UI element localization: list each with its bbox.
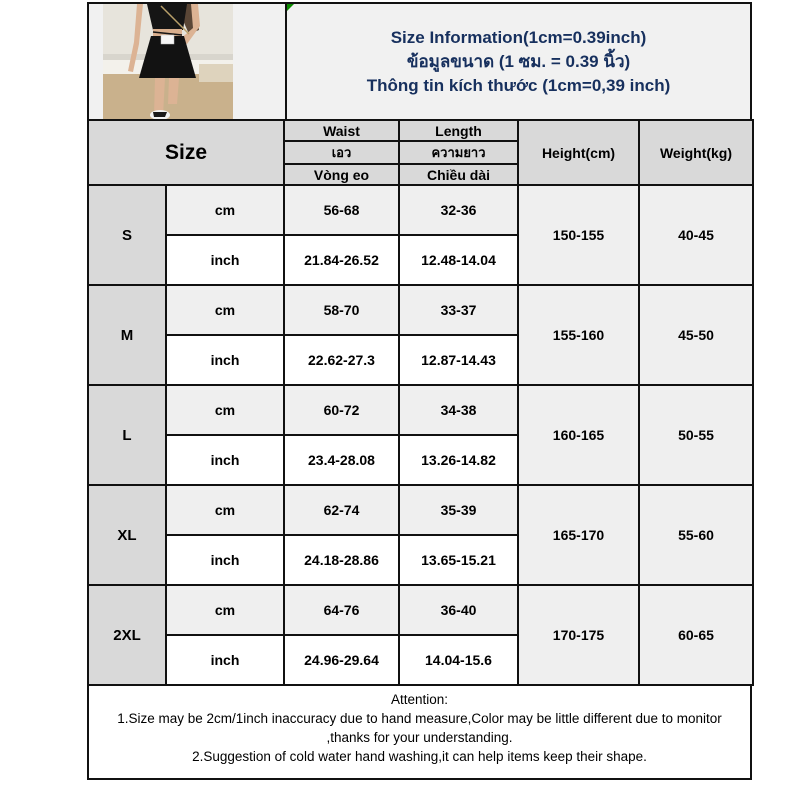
- unit-cell: cm: [166, 485, 284, 535]
- weight-value: 45-50: [639, 285, 753, 385]
- waist-inch-value: 24.96-29.64: [284, 635, 399, 685]
- weight-value: 55-60: [639, 485, 753, 585]
- green-corner-marker-icon: [287, 4, 294, 11]
- length-cm-value: 35-39: [399, 485, 518, 535]
- size-cell: L: [88, 385, 166, 485]
- size-column-header: Size: [88, 120, 284, 185]
- table-row: [88, 485, 753, 535]
- product-photo: [103, 4, 233, 119]
- weight-value: 40-45: [639, 185, 753, 285]
- length-header-vi: Chiều dài: [399, 164, 518, 185]
- attention-line-2: 2.Suggestion of cold water hand washing,it can help items keep their shape.: [192, 749, 647, 764]
- waist-cm-value: 56-68: [284, 185, 399, 235]
- size-chart-sheet: [87, 2, 752, 780]
- unit-cell: cm: [166, 385, 284, 435]
- waist-inch-value: 23.4-28.08: [284, 435, 399, 485]
- title-line-vi: Thông tin kích thước (1cm=0,39 inch): [366, 75, 671, 95]
- weight-value: 50-55: [639, 385, 753, 485]
- length-inch-value: 14.04-15.6: [399, 635, 518, 685]
- length-cm-value: 34-38: [399, 385, 518, 435]
- waist-header-en: Waist: [284, 120, 399, 141]
- length-inch-value: 12.87-14.43: [399, 335, 518, 385]
- unit-cell: cm: [166, 585, 284, 635]
- unit-cell: inch: [166, 635, 284, 685]
- waist-inch-value: 21.84-26.52: [284, 235, 399, 285]
- table-row: [88, 285, 753, 335]
- unit-cell: cm: [166, 185, 284, 235]
- size-cell: S: [88, 185, 166, 285]
- waist-cm-value: 62-74: [284, 485, 399, 535]
- waist-header-vi: Vòng eo: [284, 164, 399, 185]
- product-photo-image: [103, 4, 233, 119]
- length-cm-value: 32-36: [399, 185, 518, 235]
- waist-cm-value: 58-70: [284, 285, 399, 335]
- size-cell: M: [88, 285, 166, 385]
- attention-note: [87, 684, 752, 780]
- banner-title: [285, 4, 750, 119]
- weight-column-header: Weight(kg): [639, 120, 753, 185]
- table-row: [88, 385, 753, 435]
- height-value: 170-175: [518, 585, 639, 685]
- title-line-en: Size Information(1cm=0.39inch): [390, 27, 647, 47]
- size-cell: 2XL: [88, 585, 166, 685]
- title-line-th: ข้อมูลขนาด (1 ซม. = 0.39 นิ้ว): [406, 51, 631, 71]
- weight-value: 60-65: [639, 585, 753, 685]
- height-value: 150-155: [518, 185, 639, 285]
- attention-line-1: 1.Size may be 2cm/1inch inaccuracy due to hand measure,Color may be little different due to monitor ,thanks for your understanding.: [117, 711, 722, 745]
- header-row-en: [88, 120, 753, 141]
- waist-cm-value: 64-76: [284, 585, 399, 635]
- length-header-th: ความยาว: [399, 141, 518, 164]
- unit-cell: cm: [166, 285, 284, 335]
- unit-cell: inch: [166, 435, 284, 485]
- size-table: [87, 119, 754, 686]
- attention-title: Attention:: [390, 692, 449, 707]
- unit-cell: inch: [166, 235, 284, 285]
- length-inch-value: 12.48-14.04: [399, 235, 518, 285]
- waist-header-th: เอว: [284, 141, 399, 164]
- height-value: 160-165: [518, 385, 639, 485]
- table-row: [88, 585, 753, 635]
- waist-inch-value: 24.18-28.86: [284, 535, 399, 585]
- height-value: 165-170: [518, 485, 639, 585]
- length-header-en: Length: [399, 120, 518, 141]
- height-column-header: Height(cm): [518, 120, 639, 185]
- unit-cell: inch: [166, 335, 284, 385]
- length-inch-value: 13.26-14.82: [399, 435, 518, 485]
- size-cell: XL: [88, 485, 166, 585]
- banner: [87, 2, 752, 121]
- waist-cm-value: 60-72: [284, 385, 399, 435]
- length-cm-value: 36-40: [399, 585, 518, 635]
- length-inch-value: 13.65-15.21: [399, 535, 518, 585]
- table-row: [88, 185, 753, 235]
- waist-inch-value: 22.62-27.3: [284, 335, 399, 385]
- length-cm-value: 33-37: [399, 285, 518, 335]
- unit-cell: inch: [166, 535, 284, 585]
- height-value: 155-160: [518, 285, 639, 385]
